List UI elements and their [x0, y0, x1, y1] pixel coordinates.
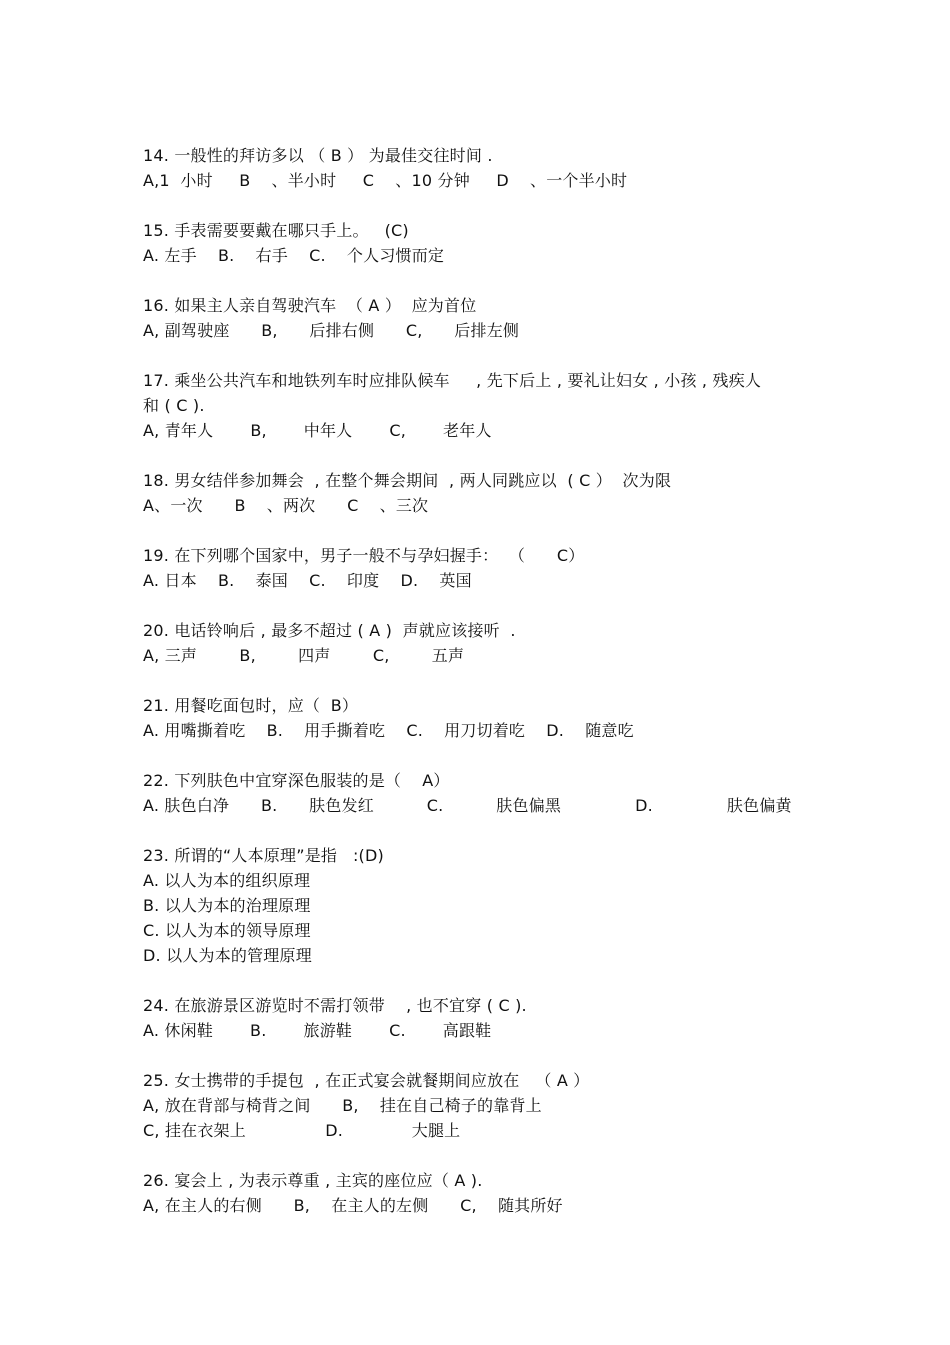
question-text: 20. 电话铃响后 , 最多不超过 ( A ) 声就应该接听 .	[143, 621, 516, 640]
question-text: 18. 男女结伴参加舞会 , 在整个舞会期间 , 两人同跳应以 ( C ） 次为限	[143, 471, 672, 490]
answer-line: A. 日本 B. 泰国 C. 印度 D. 英国	[143, 571, 472, 590]
answer-line: A, 在主人的右侧 B, 在主人的左侧 C, 随其所好	[143, 1196, 563, 1215]
answer-line: A. 以人为本的组织原理	[143, 871, 311, 890]
question-text: 16. 如果主人亲自驾驶汽车 （ A ） 应为首位	[143, 296, 477, 315]
question-block	[143, 693, 823, 743]
question-block	[143, 618, 823, 668]
question-block	[143, 143, 823, 193]
question-text: 22. 下列肤色中宜穿深色服装的是（ A）	[143, 771, 450, 790]
answer-line: D. 以人为本的管理原理	[143, 946, 312, 965]
question-list	[143, 143, 823, 1243]
question-text: 19. 在下列哪个国家中，男子一般不与孕妇握手： （ C）	[143, 546, 585, 565]
answer-line: A. 肤色白净 B. 肤色发红 C. 肤色偏黑 D. 肤色偏黄	[143, 796, 792, 815]
answer-line: 和 ( C ).	[143, 396, 205, 415]
question-block	[143, 843, 823, 968]
question-block	[143, 543, 823, 593]
answer-line: A. 休闲鞋 B. 旅游鞋 C. 高跟鞋	[143, 1021, 492, 1040]
question-text: 21. 用餐吃面包时，应（ B）	[143, 696, 359, 715]
question-block	[143, 1068, 823, 1143]
question-block	[143, 293, 823, 343]
question-text: 15. 手表需要要戴在哪只手上。 (C)	[143, 221, 409, 240]
answer-line: A, 副驾驶座 B, 后排右侧 C, 后排左侧	[143, 321, 520, 340]
answer-line: C. 以人为本的领导原理	[143, 921, 311, 940]
question-text: 25. 女士携带的手提包 , 在正式宴会就餐期间应放在 （ A ）	[143, 1071, 590, 1090]
question-text: 24. 在旅游景区游览时不需打领带 , 也不宜穿 ( C ).	[143, 996, 527, 1015]
answer-line: A, 三声 B, 四声 C, 五声	[143, 646, 465, 665]
answer-line: C, 挂在衣架上 D. 大腿上	[143, 1121, 461, 1140]
answer-line: A, 放在背部与椅背之间 B, 挂在自己椅子的靠背上	[143, 1096, 542, 1115]
question-text: 14. 一般性的拜访多以 （ B ） 为最佳交往时间 .	[143, 146, 493, 165]
question-block	[143, 1168, 823, 1218]
question-block	[143, 468, 823, 518]
answer-line: A. 用嘴撕着吃 B. 用手撕着吃 C. 用刀切着吃 D. 随意吃	[143, 721, 634, 740]
answer-line: A、一次 B 、两次 C 、三次	[143, 496, 429, 515]
question-block	[143, 368, 823, 443]
answer-line: B. 以人为本的治理原理	[143, 896, 311, 915]
question-block	[143, 993, 823, 1043]
question-text: 17. 乘坐公共汽车和地铁列车时应排队候车 , 先下后上 , 要礼让妇女 , 小孩 , 残疾人	[143, 371, 762, 390]
question-block	[143, 768, 823, 818]
question-block	[143, 218, 823, 268]
answer-line: A. 左手 B. 右手 C. 个人习惯而定	[143, 246, 445, 265]
question-text: 26. 宴会上 , 为表示尊重 , 主宾的座位应（ A ).	[143, 1171, 483, 1190]
question-text: 23. 所谓的“人本原理”是指 :(D)	[143, 846, 384, 865]
answer-line: A, 青年人 B, 中年人 C, 老年人	[143, 421, 492, 440]
answer-line: A,1 小时 B 、半小时 C 、10 分钟 D 、一个半小时	[143, 171, 628, 190]
